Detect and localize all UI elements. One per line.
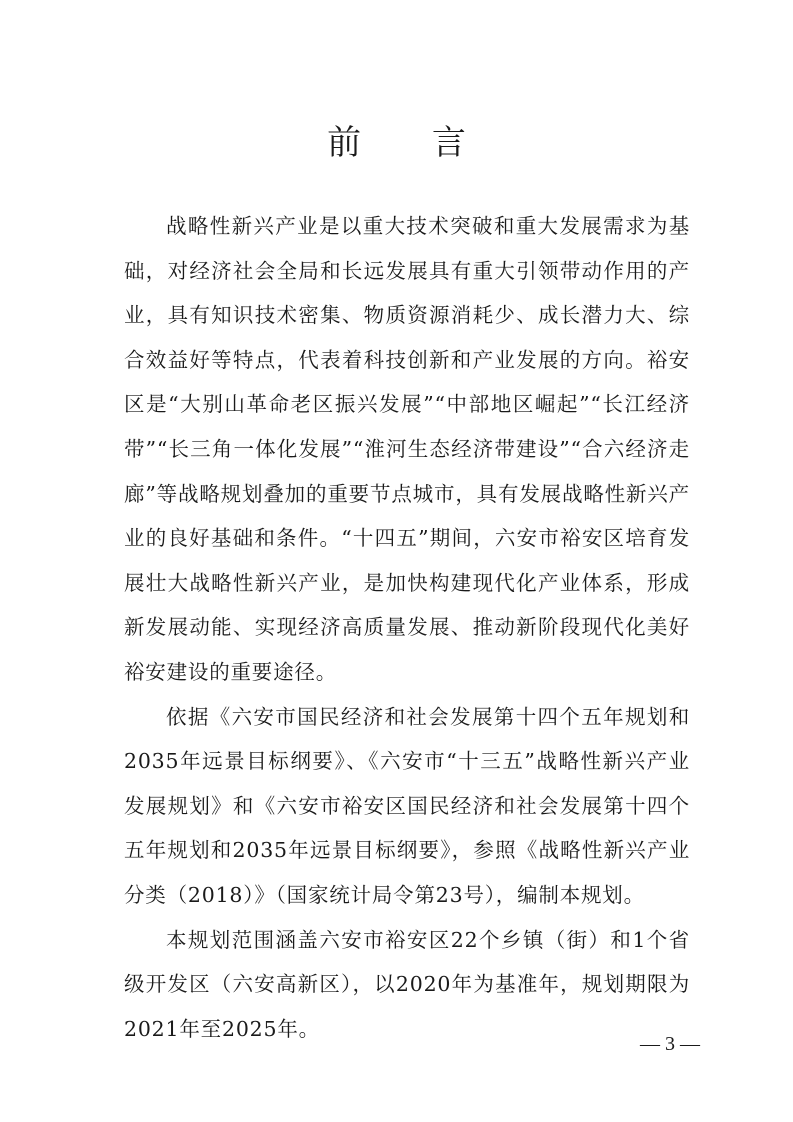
paragraph-basis: 依据《六安市国民经济和社会发展第十四个五年规划和2035年远景目标纲要》、《六安市“十三五”战略性新兴产业发展规划》和《六安市裕安区国民经济和社会发展第十四个五年规划和2035年远景目标纲要》，参照《战略性新兴产业分类（2018）》（国家统计局令第23号），编制本规划。: [124, 704, 690, 907]
body-text: [124, 204, 690, 1051]
paragraph-scope: 本规划范围涵盖六安市裕安区22个乡镇（街）和1个省级开发区（六安高新区），以2020年为基准年，规划期限为2021年至2025年。: [124, 927, 690, 1041]
page-title: 前 言: [327, 123, 496, 163]
paragraph-intro: 战略性新兴产业是以重大技术突破和重大发展需求为基础，对经济社会全局和长远发展具有重大引领带动作用的产业，具有知识技术密集、物质资源消耗少、成长潜力大、综合效益好等特点，代表着科技创新和产业发展的方向。裕安区是“大别山革命老区振兴发展”“中部地区崛起”“长江经济带”“长三角一体化发展”“淮河生态经济带建设”“合六经济走廊”等战略规划叠加的重要节点城市，具有发展战略性新兴产业的良好基础和条件。“十四五”期间，六安市裕安区培育发展壮大战略性新兴产业，是加快构建现代化产业体系，形成新发展动能、实现经济高质量发展、推动新阶段现代化美好裕安建设的重要途径。: [124, 214, 690, 684]
page-number: — 3 —: [640, 1033, 700, 1055]
